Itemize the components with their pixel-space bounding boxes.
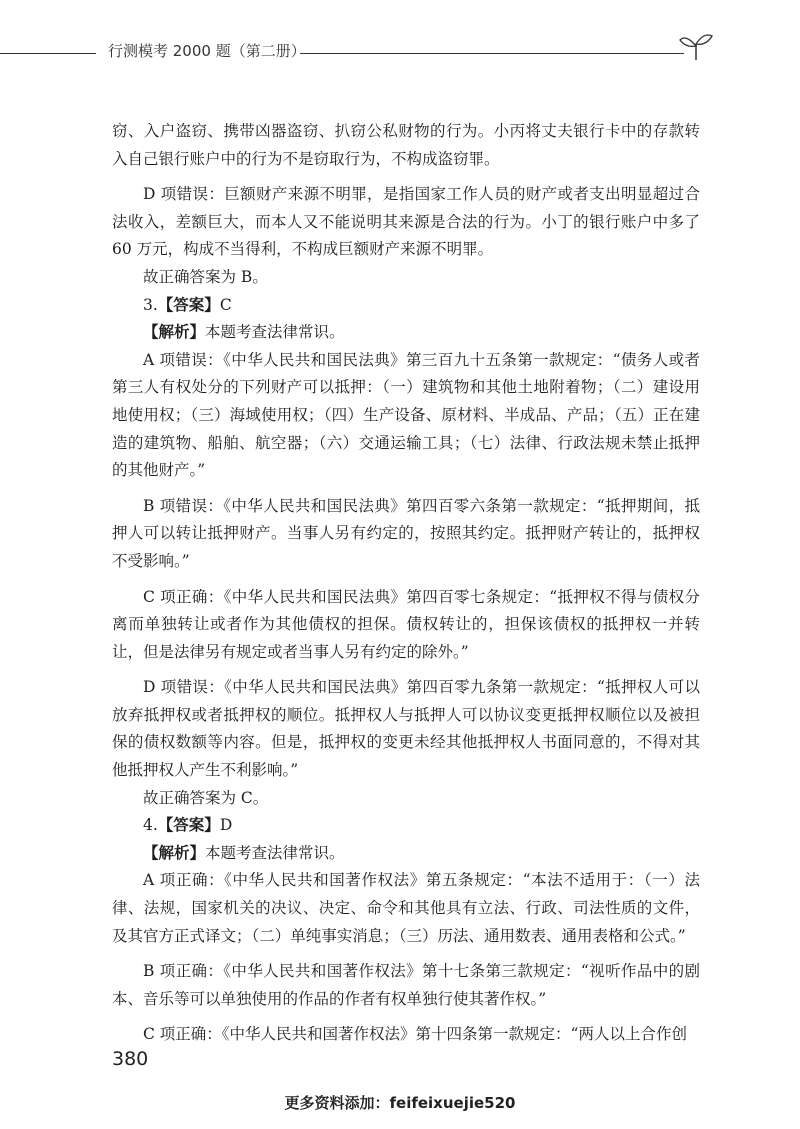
footer-note: 更多资料添加：feifeixuejie520	[284, 1094, 516, 1112]
answer-letter: C	[219, 295, 232, 314]
answer-tag: 【答案】	[157, 816, 220, 835]
header-rule-right	[300, 53, 684, 54]
analysis-line-q3	[112, 319, 700, 347]
analysis-line-q4	[112, 840, 700, 868]
paragraph: C 项正确：《中华人民共和国民法典》第四百零七条规定：“抵押权不得与债权分离而单独转让或者作为其他债权的担保。债权转让的，担保该债权的抵押权一并转让，但是法律另有规定或者当事人另有约定的除外。”	[112, 587, 700, 661]
question-number: 4.	[143, 816, 158, 835]
question-number: 3.	[143, 295, 158, 314]
paragraph: C 项正确：《中华人民共和国著作权法》第十四条第一款规定：“两人以上合作创	[143, 1025, 687, 1044]
analysis-text: 本题考查法律常识。	[205, 843, 345, 862]
running-title: 行测模考 2000 题（第二册）	[108, 42, 306, 60]
paragraph: B 项错误：《中华人民共和国民法典》第四百零六条第一款规定：“抵押期间，抵押人可以转让抵押财产。当事人另有约定的，按照其约定。抵押财产转让的，抵押权不受影响。”	[112, 496, 700, 570]
answer-letter: D	[219, 816, 233, 835]
paragraph: A 项正确：《中华人民共和国著作权法》第五条规定：“本法不适用于：（一）法律、法规，国家机关的决议、决定、命令和其他具有立法、行政、司法性质的文件，及其官方正式译文；（二）单纯事实消息；（三）历法、通用数表、通用表格和公式。”	[112, 871, 700, 945]
paragraph: B 项正确：《中华人民共和国著作权法》第十七条第三款规定：“视听作品中的剧本、音乐等可以单独使用的作品的作者有权单独行使其著作权。”	[112, 962, 700, 1008]
paragraph: D 项错误：巨额财产来源不明罪，是指国家工作人员的财产或者支出明显超过合法收入，差额巨大，而本人又不能说明其来源是合法的行为。小丁的银行账户中多了 60 万元，构成不当得利，不构成巨额财产来源不明罪。	[112, 185, 700, 259]
page-number: 380	[112, 1048, 149, 1070]
paragraph: D 项错误：《中华人民共和国民法典》第四百零九条第一款规定：“抵押权人可以放弃抵押权或者抵押权的顺位。抵押权人与抵押人可以协议变更抵押权顺位以及被担保的债权数额等内容。但是，抵押权的变更未经其他抵押权人书面同意的，不得对其他抵押权人产生不利影响。”	[112, 678, 700, 780]
paragraph: 故正确答案为 C。	[143, 788, 269, 807]
analysis-tag: 【解析】	[143, 323, 206, 342]
analysis-text: 本题考查法律常识。	[205, 323, 345, 342]
sprout-icon	[676, 30, 716, 64]
paragraph: 故正确答案为 B。	[143, 267, 268, 286]
answer-line-q4	[112, 812, 700, 840]
answer-tag: 【答案】	[157, 295, 220, 314]
analysis-tag: 【解析】	[143, 843, 206, 862]
answer-explanations	[112, 118, 700, 1049]
page-header	[0, 36, 800, 66]
paragraph: A 项错误：《中华人民共和国民法典》第三百九十五条第一款规定：“债务人或者第三人有权处分的下列财产可以抵押：（一）建筑物和其他土地附着物；（二）建设用地使用权；（三）海域使用权；（四）生产设备、原材料、半成品、产品；（五）正在建造的建筑物、船舶、航空器；（六）交通运输工具；（七）法律、行政法规未禁止抵押的其他财产。”	[112, 350, 700, 480]
header-rule-left	[0, 53, 96, 54]
answer-line-q3	[112, 292, 700, 320]
paragraph: 窃、入户盗窃、携带凶器盗窃、扒窃公私财物的行为。小丙将丈夫银行卡中的存款转入自己银行账户中的行为不是窃取行为，不构成盗窃罪。	[112, 122, 700, 168]
